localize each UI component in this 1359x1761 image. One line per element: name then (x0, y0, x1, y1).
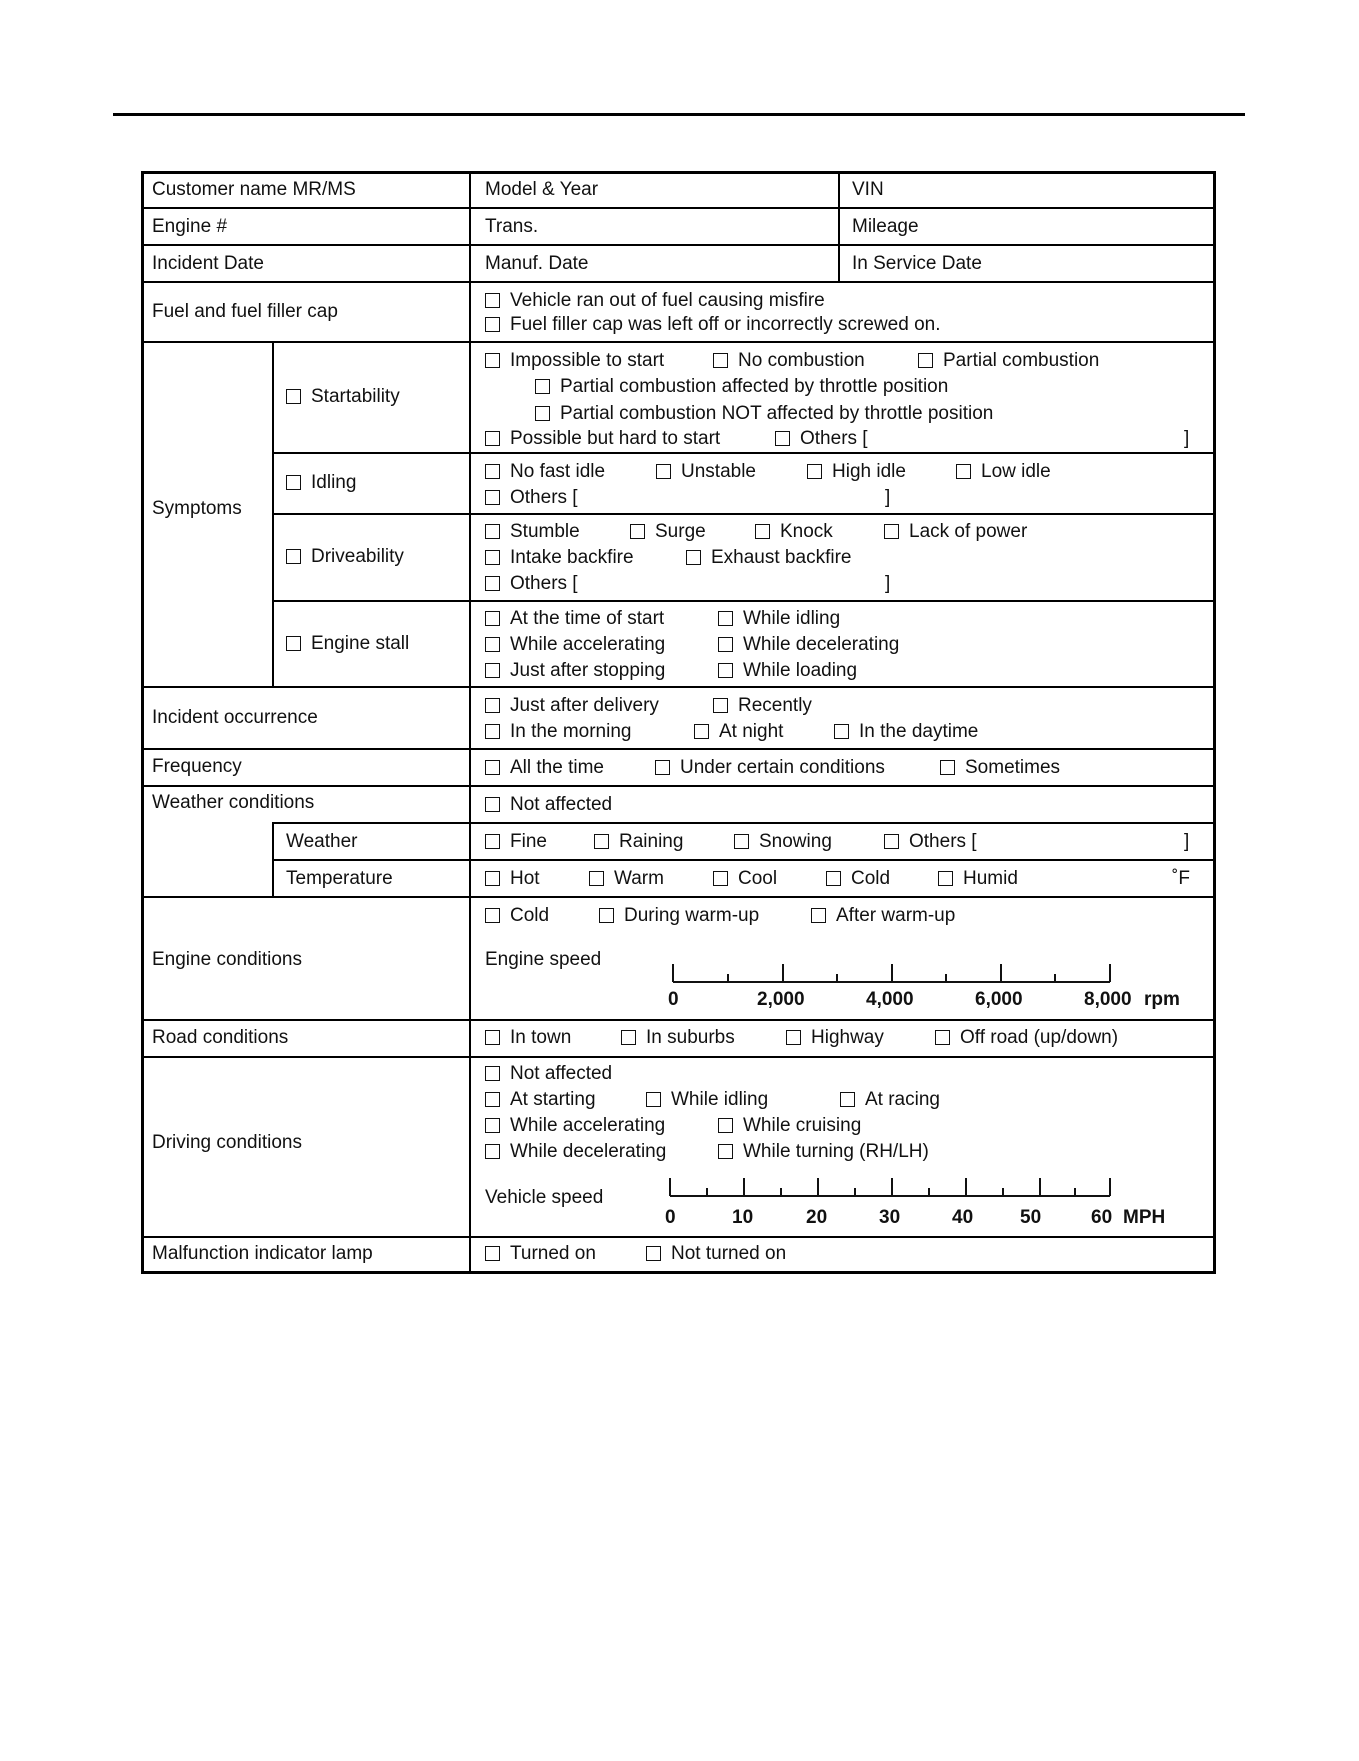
hard-start-checkbox[interactable]: Possible but hard to start (485, 428, 720, 450)
driveability-checkbox[interactable]: Driveability (286, 546, 404, 568)
low-idle-checkbox[interactable]: Low idle (956, 461, 1051, 483)
temperature-label: Temperature (286, 868, 393, 889)
idling-checkbox[interactable]: Idling (286, 472, 356, 494)
vehicle-scale-label: 0 (665, 1207, 676, 1228)
raining-checkbox[interactable]: Raining (594, 831, 683, 853)
header-rule (113, 113, 1245, 116)
mil-not-turned-on-checkbox[interactable]: Not turned on (646, 1243, 786, 1265)
high-idle-checkbox[interactable]: High idle (807, 461, 906, 483)
bracket-close: ] (885, 487, 891, 508)
partial-throttle-checkbox[interactable]: Partial combustion affected by throttle position (535, 376, 948, 398)
trans-label: Trans. (485, 216, 539, 237)
bracket-close: ] (1184, 831, 1190, 852)
startability-others-checkbox[interactable]: Others [ (775, 428, 868, 450)
bracket-close: ] (885, 573, 891, 594)
impossible-start-checkbox[interactable]: Impossible to start (485, 350, 664, 372)
daytime-checkbox[interactable]: In the daytime (834, 721, 978, 743)
cool-checkbox[interactable]: Cool (713, 868, 777, 890)
in-service-date-label: In Service Date (852, 253, 982, 274)
customer-name-label: Customer name MR/MS (152, 179, 356, 200)
model-year-label: Model & Year (485, 179, 599, 200)
engine-scale-label: 2,000 (757, 989, 805, 1010)
driving-accelerating-checkbox[interactable]: While accelerating (485, 1115, 665, 1137)
road-conditions-label: Road conditions (152, 1027, 289, 1048)
partial-not-throttle-checkbox[interactable]: Partial combustion NOT affected by throttle position (535, 403, 993, 425)
incident-date-label: Incident Date (152, 253, 264, 274)
engine-scale-label: 6,000 (975, 989, 1023, 1010)
knock-checkbox[interactable]: Knock (755, 521, 833, 543)
engine-conditions-label: Engine conditions (152, 949, 302, 970)
hot-checkbox[interactable]: Hot (485, 868, 540, 890)
vehicle-scale-unit: MPH (1123, 1207, 1166, 1228)
no-combustion-checkbox[interactable]: No combustion (713, 350, 865, 372)
incident-questionnaire-form (141, 171, 1216, 1274)
humid-checkbox[interactable]: Humid (938, 868, 1018, 890)
vehicle-scale-label: 60 (1091, 1207, 1113, 1228)
snowing-checkbox[interactable]: Snowing (734, 831, 832, 853)
stall-after-stopping-checkbox[interactable]: Just after stopping (485, 660, 665, 682)
fine-checkbox[interactable]: Fine (485, 831, 547, 853)
stall-idling-checkbox[interactable]: While idling (718, 608, 840, 630)
engine-speed-label: Engine speed (485, 949, 602, 970)
vehicle-speed-label: Vehicle speed (485, 1187, 604, 1208)
warm-up-checkbox[interactable]: During warm-up (599, 905, 759, 927)
certain-conditions-checkbox[interactable]: Under certain conditions (655, 757, 885, 779)
vin-label: VIN (852, 179, 884, 200)
engine-scale-unit: rpm (1144, 989, 1180, 1010)
fahrenheit-unit: ˚F (1172, 868, 1190, 889)
weather-others-checkbox[interactable]: Others [ (884, 831, 977, 853)
engine-cold-checkbox[interactable]: Cold (485, 905, 549, 927)
morning-checkbox[interactable]: In the morning (485, 721, 631, 743)
driving-not-affected-checkbox[interactable]: Not affected (485, 1063, 612, 1085)
incident-occurrence-label: Incident occurrence (152, 707, 318, 728)
vehicle-scale-label: 40 (952, 1207, 974, 1228)
engine-scale-label: 8,000 (1084, 989, 1132, 1010)
recently-checkbox[interactable]: Recently (713, 695, 812, 717)
engine-number-label: Engine # (152, 216, 228, 237)
off-road-checkbox[interactable]: Off road (up/down) (935, 1027, 1118, 1049)
startability-checkbox[interactable]: Startability (286, 386, 400, 408)
intake-backfire-checkbox[interactable]: Intake backfire (485, 547, 634, 569)
at-racing-checkbox[interactable]: At racing (840, 1089, 940, 1111)
vehicle-scale-label: 10 (732, 1207, 754, 1228)
driving-conditions-label: Driving conditions (152, 1132, 302, 1153)
unstable-checkbox[interactable]: Unstable (656, 461, 756, 483)
warm-checkbox[interactable]: Warm (589, 868, 664, 890)
in-suburbs-checkbox[interactable]: In suburbs (621, 1027, 735, 1049)
manuf-date-label: Manuf. Date (485, 253, 589, 274)
weather-conditions-label: Weather conditions (152, 792, 315, 813)
fuel-cap-checkbox[interactable]: Fuel filler cap was left off or incorrectly screwed on. (485, 314, 941, 336)
vehicle-scale-label: 20 (806, 1207, 828, 1228)
mil-label: Malfunction indicator lamp (152, 1243, 373, 1264)
stumble-checkbox[interactable]: Stumble (485, 521, 580, 543)
vehicle-scale-label: 50 (1020, 1207, 1042, 1228)
after-delivery-checkbox[interactable]: Just after delivery (485, 695, 659, 717)
no-fast-idle-checkbox[interactable]: No fast idle (485, 461, 605, 483)
sometimes-checkbox[interactable]: Sometimes (940, 757, 1060, 779)
mileage-label: Mileage (852, 216, 919, 237)
stall-loading-checkbox[interactable]: While loading (718, 660, 857, 682)
mil-turned-on-checkbox[interactable]: Turned on (485, 1243, 596, 1265)
exhaust-backfire-checkbox[interactable]: Exhaust backfire (686, 547, 851, 569)
night-checkbox[interactable]: At night (694, 721, 783, 743)
fuel-label: Fuel and fuel filler cap (152, 301, 338, 322)
weather-not-affected-checkbox[interactable]: Not affected (485, 794, 612, 816)
engine-scale-label: 0 (668, 989, 679, 1010)
lack-power-checkbox[interactable]: Lack of power (884, 521, 1027, 543)
all-the-time-checkbox[interactable]: All the time (485, 757, 604, 779)
cruising-checkbox[interactable]: While cruising (718, 1115, 861, 1137)
weather-label: Weather (286, 831, 358, 852)
engine-stall-checkbox[interactable]: Engine stall (286, 633, 409, 655)
partial-combustion-checkbox[interactable]: Partial combustion (918, 350, 1099, 372)
highway-checkbox[interactable]: Highway (786, 1027, 884, 1049)
fuel-ran-out-checkbox[interactable]: Vehicle ran out of fuel causing misfire (485, 290, 825, 312)
turning-checkbox[interactable]: While turning (RH/LH) (718, 1141, 929, 1163)
vehicle-scale-label: 30 (879, 1207, 901, 1228)
driving-idling-checkbox[interactable]: While idling (646, 1089, 768, 1111)
idling-others-checkbox[interactable]: Others [ (485, 487, 578, 509)
driveability-others-checkbox[interactable]: Others [ (485, 573, 578, 595)
bracket-close: ] (1184, 428, 1190, 449)
symptoms-label: Symptoms (152, 498, 242, 519)
stall-decelerating-checkbox[interactable]: While decelerating (718, 634, 899, 656)
engine-scale-label: 4,000 (866, 989, 914, 1010)
stall-accelerating-checkbox[interactable]: While accelerating (485, 634, 665, 656)
frequency-label: Frequency (152, 756, 242, 777)
after-warm-up-checkbox[interactable]: After warm-up (811, 905, 955, 927)
in-town-checkbox[interactable]: In town (485, 1027, 571, 1049)
at-starting-checkbox[interactable]: At starting (485, 1089, 596, 1111)
surge-checkbox[interactable]: Surge (630, 521, 706, 543)
cold-checkbox[interactable]: Cold (826, 868, 890, 890)
driving-decelerating-checkbox[interactable]: While decelerating (485, 1141, 666, 1163)
stall-at-start-checkbox[interactable]: At the time of start (485, 608, 664, 630)
